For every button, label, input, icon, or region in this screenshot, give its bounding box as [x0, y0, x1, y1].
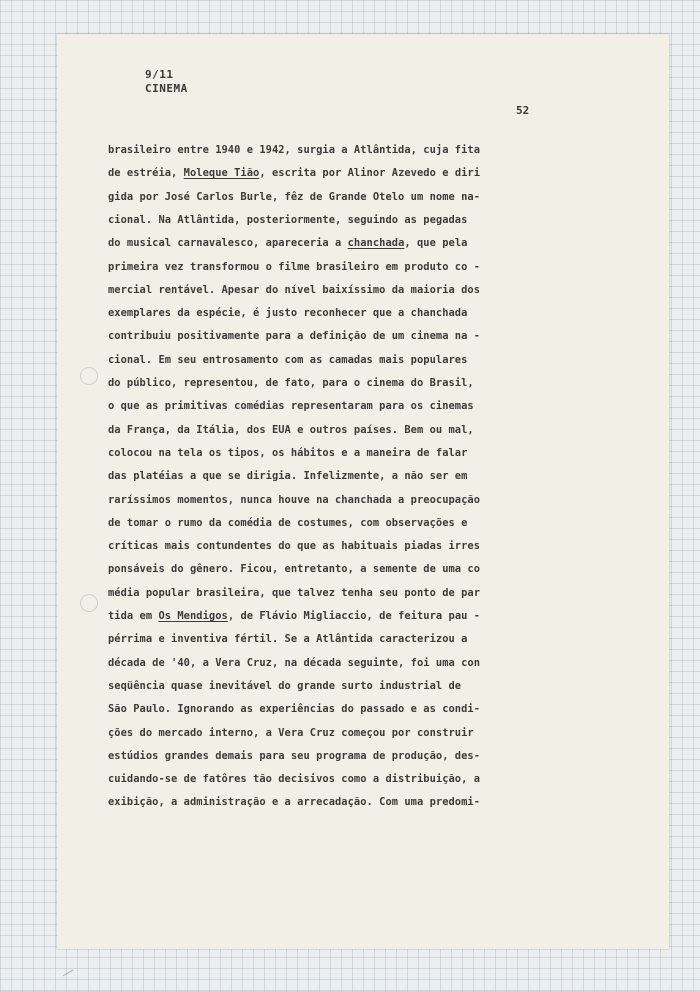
- text-run: tida em: [108, 610, 159, 622]
- text-run: do público, representou, de fato, para o cinema do Brasil,: [108, 377, 474, 389]
- text-line: [108, 469, 467, 492]
- text-run: o que as primitivas comédias representaram para os cinemas: [108, 400, 474, 413]
- text-run: ponsáveis do gênero. Ficou, entretanto, a semente de uma co: [108, 563, 481, 576]
- text-line: [108, 493, 480, 516]
- text-run: ções do mercado interno, a Vera Cruz começou por construir: [108, 726, 474, 739]
- text-run: brasileiro entre 1940 e 1942, surgia a Atlântida, cuja fita: [108, 144, 481, 156]
- text-line: [108, 562, 480, 585]
- text-run: gida por José Carlos Burle, fêz de Grande Otelo um nome na-: [108, 190, 481, 203]
- punch-hole-bottom: [80, 594, 98, 612]
- text-line: [108, 260, 480, 283]
- text-run: cional. Na Atlântida, posteriormente, seguindo as pegadas: [108, 213, 468, 226]
- text-run: da França, da Itália, dos EUA e outros países. Bem ou mal,: [108, 423, 474, 436]
- page-number: 52: [516, 104, 530, 117]
- text-line: [108, 236, 467, 259]
- punch-hole-top: [80, 367, 98, 385]
- text-run: primeira vez transformou o filme brasileiro em produto co -: [108, 260, 481, 273]
- text-run: colocou na tela os tipos, os hábitos e a maneira de falar: [108, 446, 468, 459]
- text-run: de tomar o rumo da comédia de costumes, com observações e: [108, 516, 468, 529]
- text-line: [108, 586, 480, 609]
- text-line: [108, 726, 474, 749]
- text-run: cional. Em seu entrosamento com as camadas mais populares: [108, 353, 468, 366]
- page-header: [145, 68, 188, 96]
- text-run: do musical carnavalesco, apareceria a: [108, 237, 348, 250]
- text-line: [108, 446, 467, 469]
- section-title: CINEMA: [145, 82, 188, 95]
- text-line: [108, 166, 480, 189]
- text-line: [108, 399, 474, 422]
- text-run: São Paulo. Ignorando as experiências do passado e as condi-: [108, 703, 481, 716]
- text-line: [108, 679, 461, 702]
- text-line: [108, 516, 467, 539]
- document-code: 9/11: [145, 68, 174, 81]
- text-run: das platéias a que se dirigia. Infelizmente, a não ser em: [108, 470, 468, 483]
- text-run: exemplares da espécie, é justo reconhecer que a chanchada: [108, 307, 468, 320]
- text-line: [108, 539, 480, 562]
- text-run: , de Flávio Migliaccio, de feitura pau -: [227, 610, 481, 622]
- text-line: [108, 190, 480, 213]
- underlined-title: Os Mendigos: [158, 610, 228, 622]
- text-line: [108, 283, 480, 306]
- text-run: pérrima e inventiva fértil. Se a Atlântida caracterizou a: [108, 633, 468, 646]
- text-line: [108, 772, 480, 795]
- text-line: [108, 795, 480, 818]
- text-run: cuidando-se de fatôres tão decisivos como a distribuição, a: [108, 773, 481, 786]
- text-run: estúdios grandes demais para seu programa de produção, des-: [108, 749, 481, 762]
- text-run: contribuiu positivamente para a definição de um cinema na -: [108, 330, 481, 343]
- text-run: raríssimos momentos, nunca houve na chanchada a preocupação: [108, 493, 481, 506]
- text-line: [108, 656, 480, 679]
- underlined-title: chanchada: [347, 237, 405, 250]
- text-run: , escrita por Alinor Azevedo e diri: [259, 167, 481, 180]
- text-line: [108, 702, 480, 725]
- text-run: seqüência quase inevitável do grande surto industrial de: [108, 679, 462, 692]
- underlined-title: Moleque Tião: [183, 167, 260, 180]
- text-line: [108, 329, 480, 352]
- text-line: [108, 632, 467, 655]
- text-line: [108, 609, 480, 632]
- text-line: [108, 353, 467, 376]
- margin-mark: [59, 963, 74, 977]
- text-line: [108, 143, 480, 166]
- text-run: média popular brasileira, que talvez tenha seu ponto de par: [108, 586, 481, 599]
- text-line: [108, 306, 467, 329]
- text-line: [108, 423, 474, 446]
- text-run: , que pela: [404, 237, 468, 250]
- text-line: [108, 213, 467, 236]
- text-line: [108, 749, 480, 772]
- text-run: exibição, a administração e a arrecadação. Com uma predomi-: [108, 796, 481, 809]
- text-run: mercial rentável. Apesar do nível baixíssimo da maioria dos: [108, 283, 481, 296]
- text-run: década de '40, a Vera Cruz, na década seguinte, foi uma con: [108, 656, 481, 669]
- text-line: [108, 376, 474, 399]
- text-run: críticas mais contundentes do que as habituais piadas irres: [108, 540, 481, 553]
- text-run: de estréia,: [108, 167, 184, 180]
